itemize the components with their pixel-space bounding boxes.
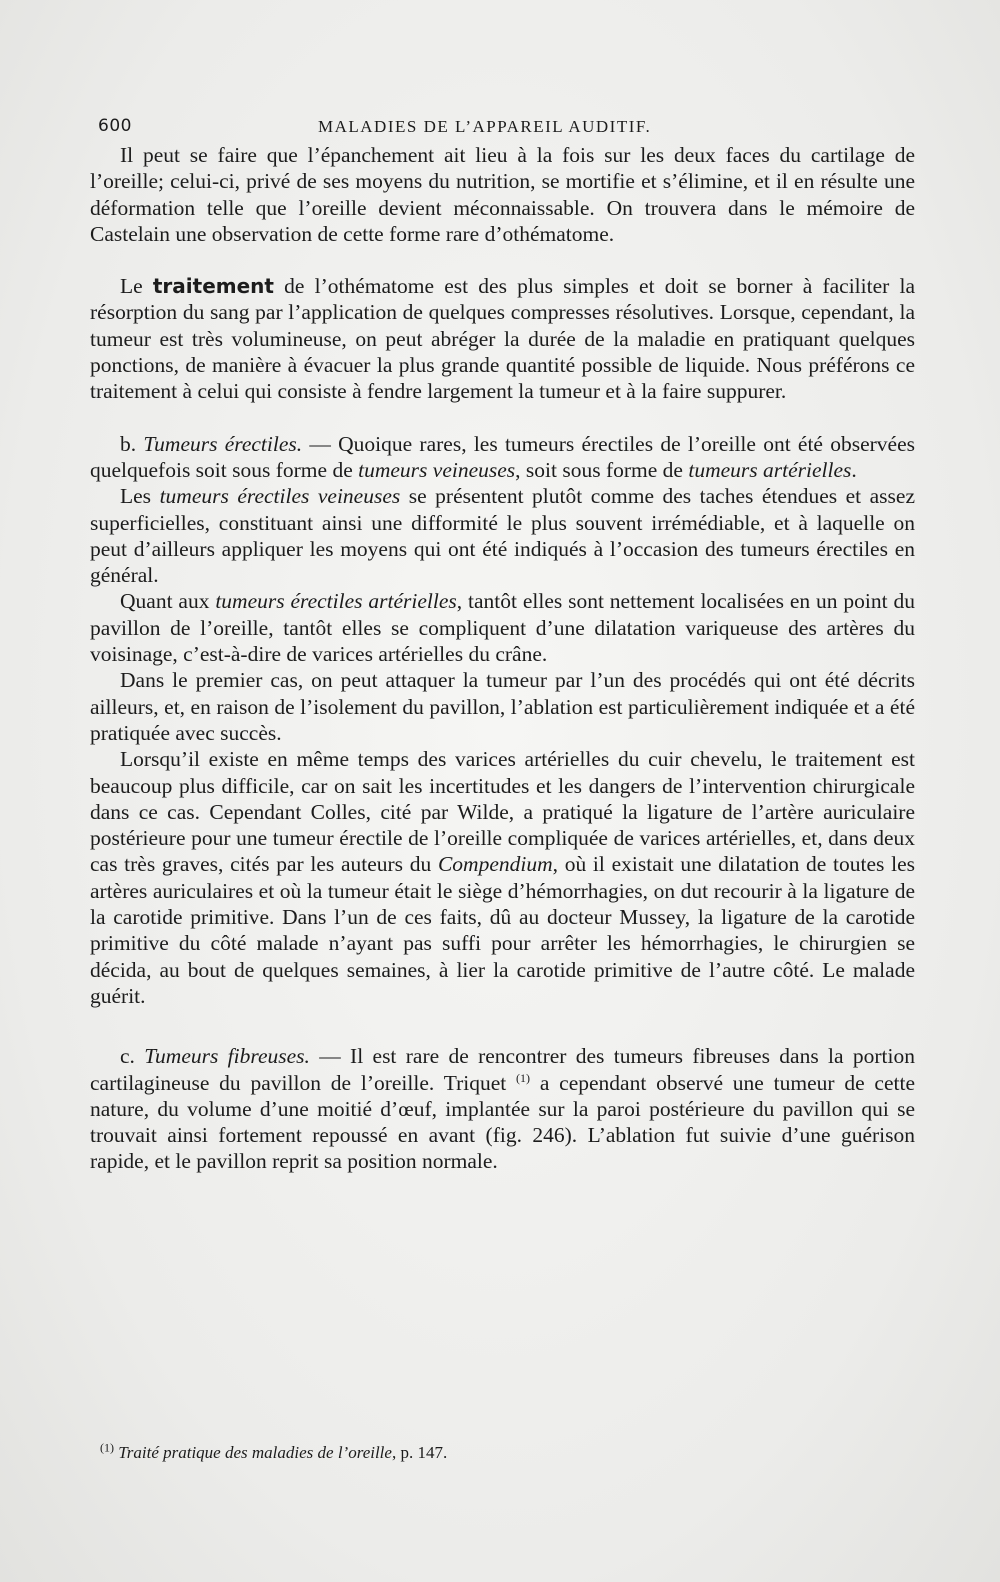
paragraph-traitement xyxy=(90,273,915,404)
paragraph-text: — Il est rare de rencontrer des tumeurs fibreuses dans la portion cartilagineuse du pavillon de l’oreille. Triquet xyxy=(90,1044,915,1095)
paragraph-text: se présentent plutôt comme des taches étendues et assez superficielles, constituant ainsi une difformité le plus souvent irrémédiable, et à laquelle on peut d’ailleurs appliquer les moyens qui ont été indiqués à l’occasion des tumeurs érectiles en général. xyxy=(90,484,916,588)
italic-term: tumeurs érectiles artérielles xyxy=(215,589,457,614)
section-b-title: Tumeurs érectiles. xyxy=(143,431,303,456)
page-header xyxy=(98,116,918,140)
paragraph-tumeurs-erectiles xyxy=(90,431,915,484)
footnote-marker: (1) xyxy=(100,1440,114,1455)
section-b-label: b. xyxy=(120,431,137,456)
section-c-title: Tumeurs fibreuses. xyxy=(144,1044,310,1069)
footnote xyxy=(100,1440,900,1463)
italic-term: tumeurs érectiles veineuses xyxy=(159,484,401,509)
paragraph-varices xyxy=(90,746,915,1009)
paragraph-text: Quant aux xyxy=(120,589,216,614)
footnote-page: , p. 147. xyxy=(391,1443,448,1462)
italic-term: tumeurs veineuses xyxy=(358,457,516,482)
paragraph-text: Les xyxy=(120,484,160,509)
paragraph-text: Lorsqu’il existe en même temps des varices artérielles du cuir chevelu, le traitement est beaucoup plus difficile, car on sait les incertitudes et les dangers de l’intervention chirurgicale dans ce cas. Cependant Colles, cité par Wilde, a pratiqué la ligature de l’artère auriculaire postérieure pour une tumeur érectile de l’oreille compliquée de varices artérielles, et, dans deux cas très graves, cités par les auteurs du xyxy=(90,747,915,877)
body-text xyxy=(90,142,915,1175)
paragraph-traitement-lead: Le xyxy=(120,274,143,299)
paragraph-traitement-text: de l’othématome est des plus simples et doit se borner à faciliter la résorption du sang par l’application de quelques compresses résolutives. Lorsque, cependant, la tumeur est très volumineuse, on peut abréger la durée de la maladie en pratiquant quelques ponctions, de manière à évacuer la plus grande quantité possible de liquide. Nous préférons ce traitement à celui qui consiste à fendre largement la tumeur et à la faire suppurer. xyxy=(90,274,915,404)
italic-term: Compendium xyxy=(437,852,553,877)
paragraph-text: , tantôt elles sont nettement localisées en un point du pavillon de l’oreille, tantôt elles se compliquent d’une dilatation variqueuse des artères du voisinage, c’est-à-dire de varices artérielles du crâne. xyxy=(90,589,915,667)
paragraph-text: . xyxy=(851,457,857,482)
paragraph-epanchement: Il peut se faire que l’épanchement ait lieu à la fois sur les deux faces du cartilage de l’oreille; celui-ci, privé de ses moyens du nutrition, se mortifie et s’élimine, et il en résulte une déformation telle que l’oreille devient méconnaissable. On trouvera dans le mémoire de Castelain une observation de cette forme rare d’othématome. xyxy=(90,143,915,246)
footnote-title: Traité pratique des maladies de l’oreille xyxy=(118,1443,392,1462)
paragraph-text: — Quoique rares, les tumeurs érectiles de l’oreille ont été observées quelquefois soit sous forme de xyxy=(90,431,916,482)
paragraph-text: a cependant observé une tumeur de cette nature, du volume d’une moitié d’œuf, implantée sur la paroi postérieure du pavillon qui se trouvait ainsi fortement repoussé en avant (fig. 246). L’ablation fut suivie d’une guérison rapide, et le pavillon reprit sa position normale. xyxy=(90,1070,916,1174)
running-head: MALADIES DE L’APPAREIL AUDITIF. xyxy=(318,117,652,136)
section-c-label: c. xyxy=(120,1044,135,1069)
paragraph-premier-cas: Dans le premier cas, on peut attaquer la tumeur par l’un des procédés qui ont été décrits ailleurs, et, en raison de l’isolement du pavillon, l’ablation est particulièrement indiquée et a été pratiquée avec succès. xyxy=(90,668,915,745)
paragraph-tumeurs-fibreuses xyxy=(90,1043,915,1174)
footnote-reference: (1) xyxy=(516,1070,531,1085)
italic-term: tumeurs artérielles xyxy=(688,457,852,482)
traitement-heading: traitement xyxy=(152,274,274,299)
paragraph-text: , où il existait une dilatation de toutes les artères auriculaires et où la tumeur était le siège d’hémorrhagies, on dut recourir à la ligature de la carotide primitive. Dans l’un de ces faits, dû au docteur Mussey, la ligature de la carotide primitive du côté malade n’ayant pas suffi pour arrêter les hémorrhagies, le chirurgien se décida, au bout de quelques semaines, à lier la carotide primitive de l’autre côté. Le malade guérit. xyxy=(90,852,915,1008)
paragraph-text: , soit sous forme de xyxy=(515,457,689,482)
paragraph-veineuses xyxy=(90,483,915,588)
page-number: 600 xyxy=(98,116,132,136)
paragraph-arterielles xyxy=(90,588,915,667)
